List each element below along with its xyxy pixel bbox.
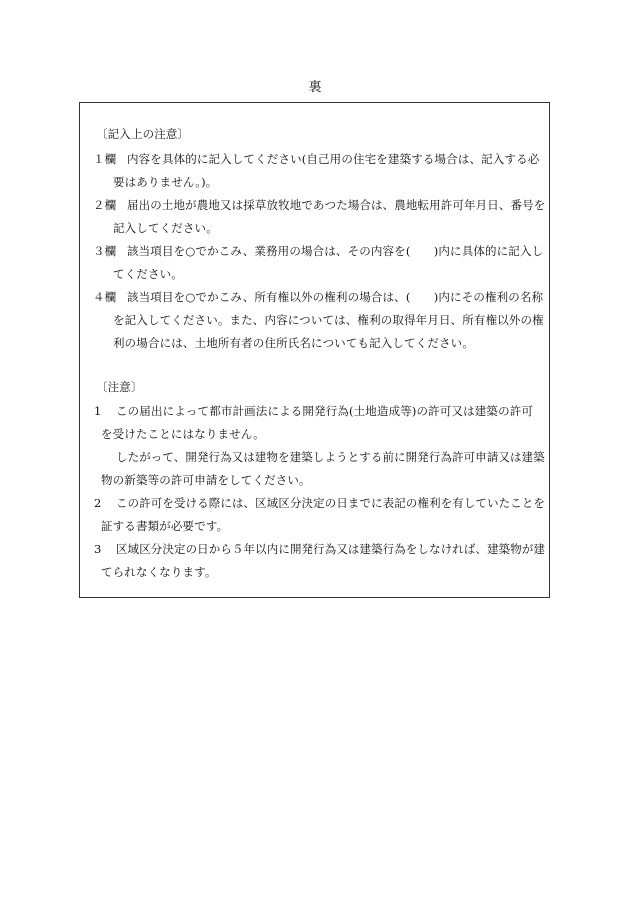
note-2-line-2: 証する書類が必要です。 [101, 519, 229, 533]
note-1-line-4: 物の新築等の許可申請をしてください。 [101, 473, 311, 487]
instruction-2-line-1: 届出の土地が農地又は採草放牧地であつた場合は、農地転用許可年月日、番号を [127, 198, 546, 212]
note-2-number: 2 [94, 496, 102, 510]
instruction-4-line-1: 該当項目を○でかこみ、所有権以外の権利の場合は、( )内にその権利の名称 [127, 290, 544, 304]
note-3-line-1: 区域区分決定の日から５年以内に開発行為又は建築行為をしなければ、建築物が建 [116, 542, 546, 556]
note-3-number: 3 [94, 542, 102, 556]
instruction-3-line-2: てください。 [113, 267, 183, 281]
instruction-4-line-2: を記入してください。また、内容については、権利の取得年月日、所有権以外の権 [113, 313, 544, 327]
instruction-3-line-1: 該当項目を○でかこみ、業務用の場合は、その内容を( )内に具体的に記入し [127, 244, 544, 258]
note-3-line-2: てられなくなります。 [101, 565, 217, 579]
note-1-line-3: したがって、開発行為又は建物を建築しようとする前に開発行為許可申請又は建築 [116, 450, 545, 464]
instruction-1-line-2: 要はありません。)。 [113, 175, 218, 189]
instruction-1-number: １欄 [93, 152, 117, 166]
instruction-4-number: ４欄 [93, 290, 117, 304]
note-1-line-2: を受けたことにはなりません。 [101, 427, 265, 441]
page-title: 裏 [308, 80, 322, 95]
note-1-number: 1 [94, 404, 102, 418]
instruction-2-line-2: 記入してください。 [113, 221, 218, 235]
instruction-4-line-3: 利の場合には、土地所有者の住所氏名についても記入してください。 [113, 336, 474, 350]
instruction-3-number: ３欄 [93, 244, 117, 258]
instruction-1-line-1: 内容を具体的に記入してください(自己用の住宅を建築する場合は、記入する必 [127, 152, 540, 166]
instruction-2-number: ２欄 [93, 198, 117, 212]
notes-header: 〔注意〕 [96, 380, 143, 394]
note-2-line-1: この許可を受ける際には、区域区分決定の日までに表記の権利を有していたことを [116, 496, 546, 510]
note-1-line-1: この届出によって都市計画法による開発行為(土地造成等)の許可又は建築の許可 [116, 404, 534, 418]
instructions-header: 〔記入上の注意〕 [96, 127, 190, 141]
